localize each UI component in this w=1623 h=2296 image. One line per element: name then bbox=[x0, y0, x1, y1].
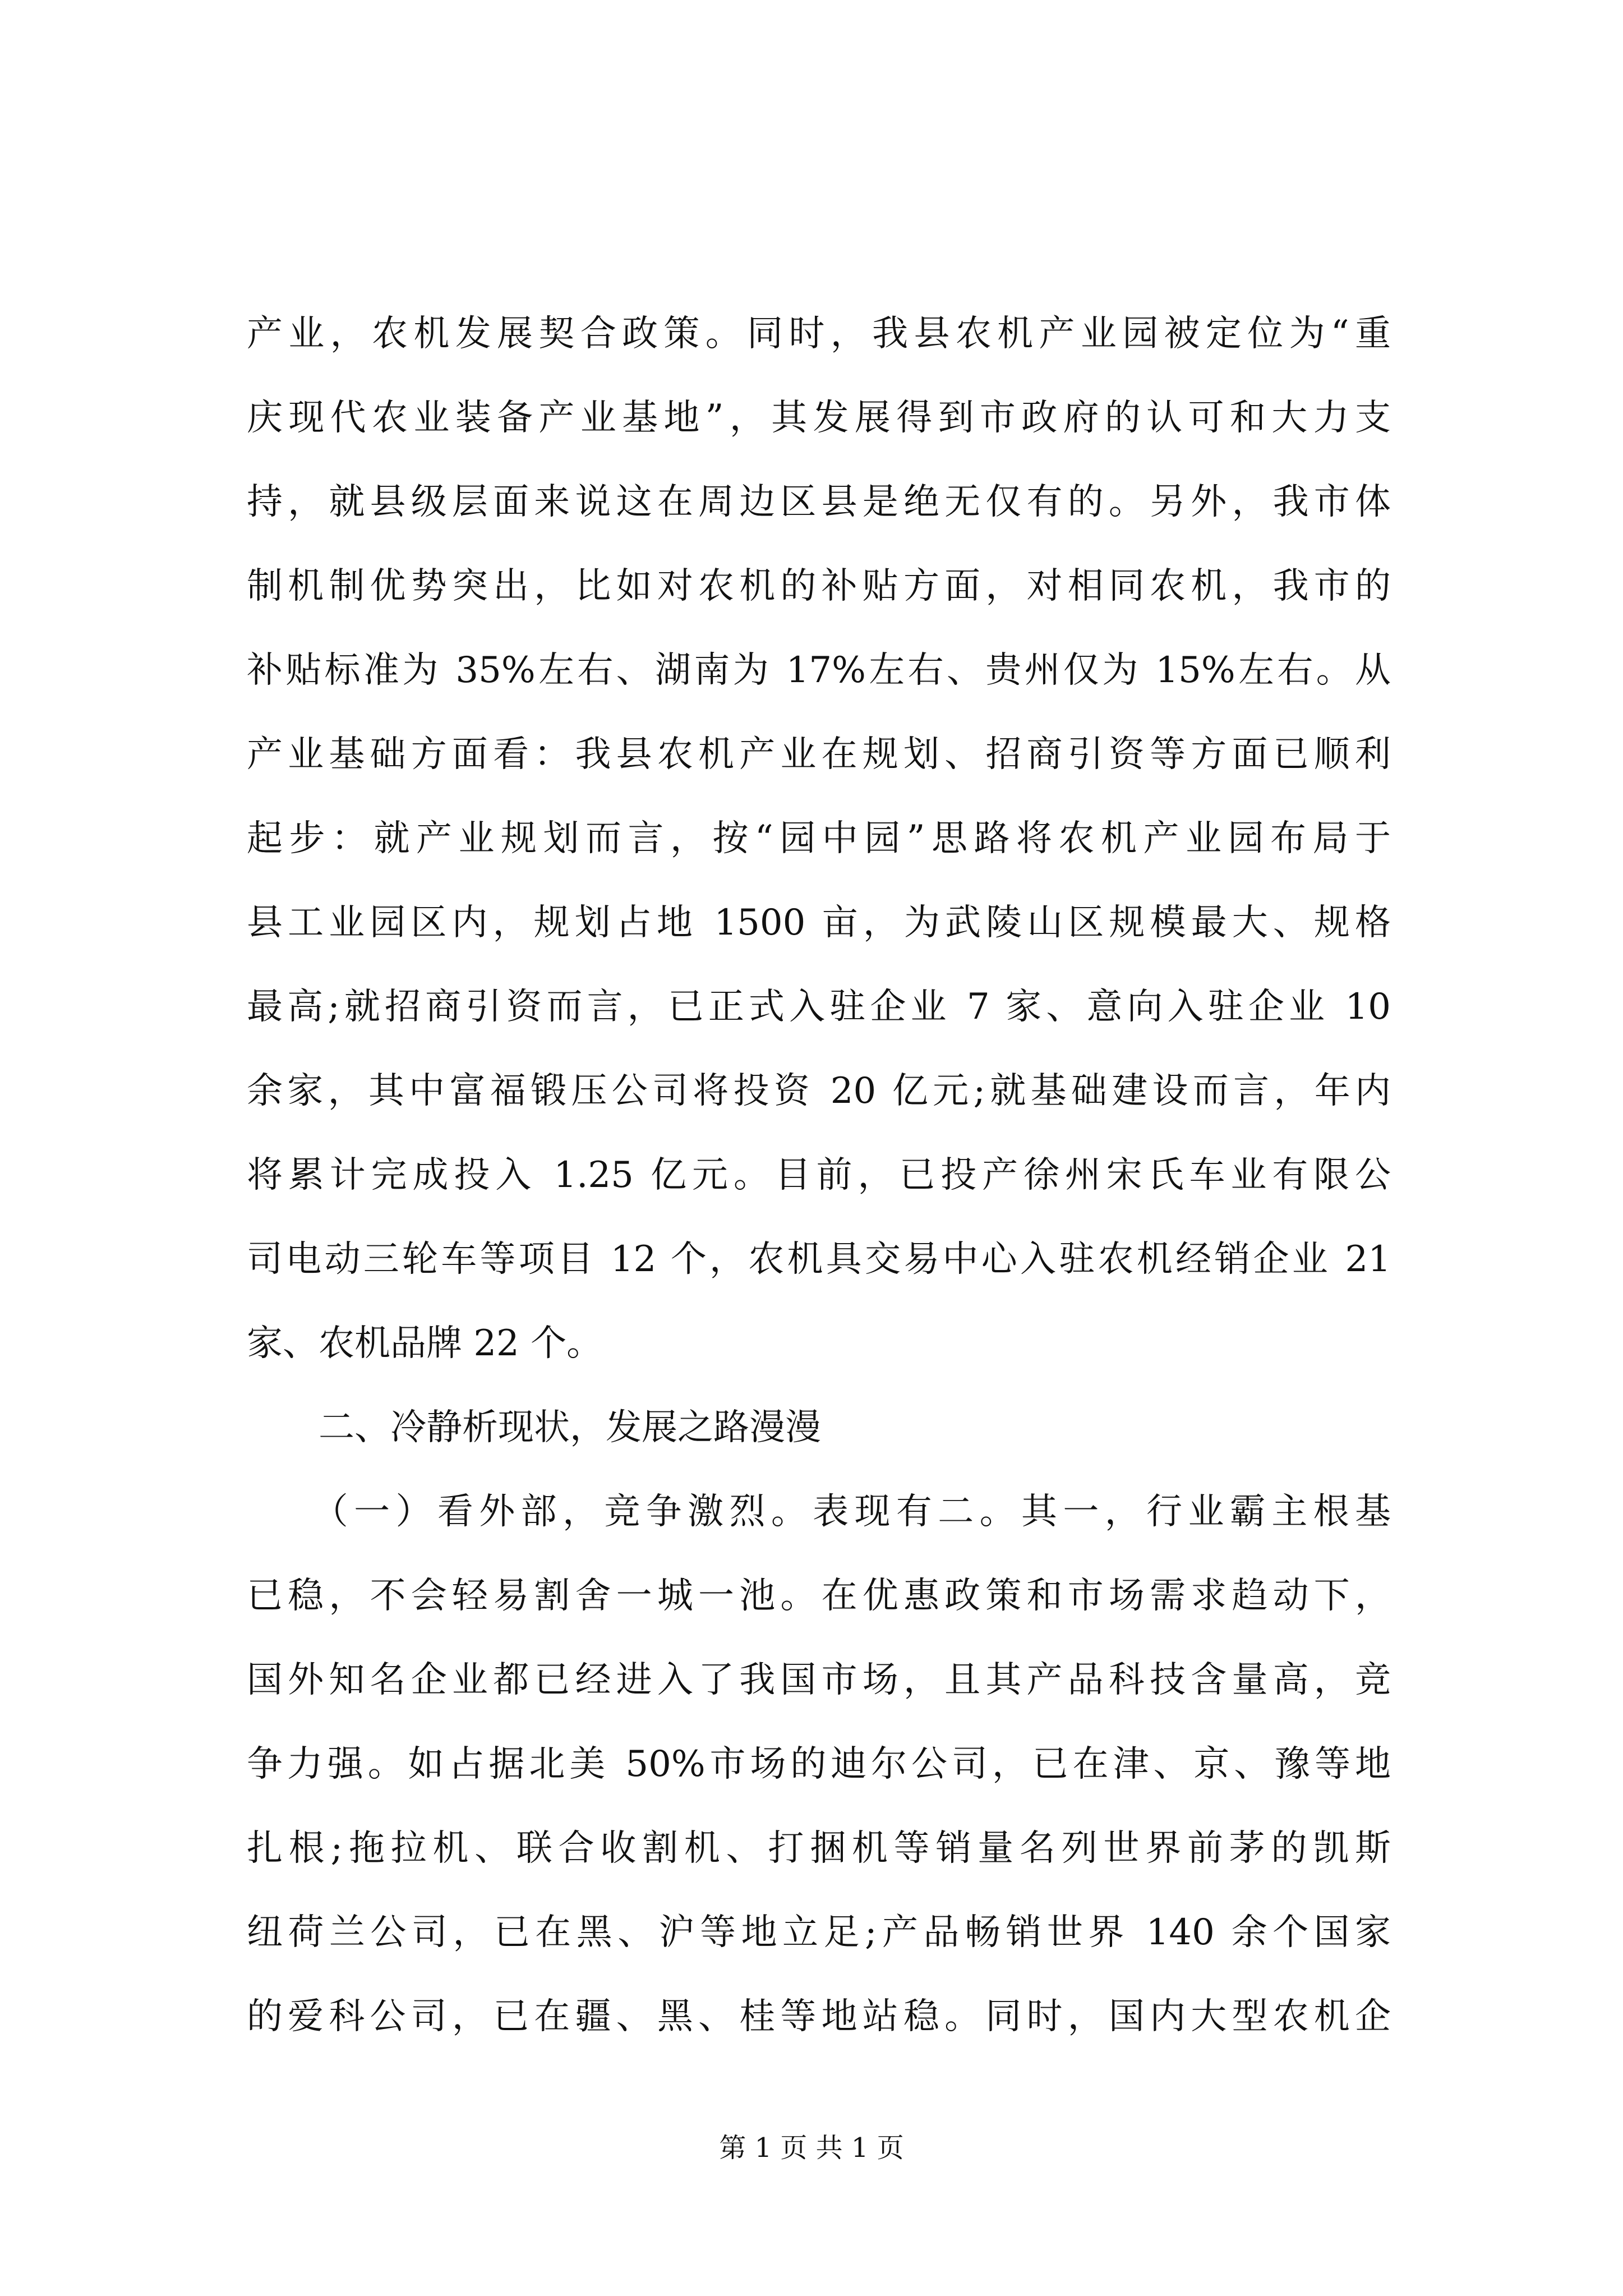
text-line: 司电动三轮车等项目 12 个，农机具交易中心入驻农机经销企业 21 bbox=[247, 1239, 1391, 1280]
text-line: 庆现代农业装备产业基地”，其发展得到市政府的认可和大力支 bbox=[247, 397, 1391, 439]
text-line: 制机制优势突出，比如对农机的补贴方面，对相同农机，我市的 bbox=[247, 565, 1391, 607]
text-line: 争力强。如占据北美 50%市场的迪尔公司，已在津、京、豫等地 bbox=[247, 1743, 1391, 1785]
text-line: 将累计完成投入 1.25 亿元。目前，已投产徐州宋氏车业有限公 bbox=[247, 1154, 1391, 1196]
text-line: 补贴标准为 35%左右、湖南为 17%左右、贵州仅为 15%左右。从 bbox=[247, 650, 1391, 691]
text-line: 余家，其中富福锻压公司将投资 20 亿元;就基础建设而言，年内 bbox=[247, 1070, 1391, 1112]
document-body bbox=[247, 292, 1391, 2059]
text-line: 的爱科公司，已在疆、黑、桂等地站稳。同时，国内大型农机企 bbox=[247, 1996, 1391, 2037]
text-line: 国外知名企业都已经进入了我国市场，且其产品科技含量高，竞 bbox=[247, 1659, 1391, 1701]
text-line: 产业，农机发展契合政策。同时，我县农机产业园被定位为“重 bbox=[247, 313, 1391, 355]
text-line: （一）看外部，竞争激烈。表现有二。其一，行业霸主根基 bbox=[247, 1491, 1391, 1533]
text-line: 最高;就招商引资而言，已正式入驻企业 7 家、意向入驻企业 10 bbox=[247, 986, 1391, 1028]
section-heading: 二、冷静析现状，发展之路漫漫 bbox=[247, 1407, 821, 1448]
text-line: 产业基础方面看：我县农机产业在规划、招商引资等方面已顺利 bbox=[247, 734, 1391, 775]
text-line: 扎根;拖拉机、联合收割机、打捆机等销量名列世界前茅的凯斯 bbox=[247, 1828, 1391, 1869]
text-line: 纽荷兰公司，已在黑、沪等地立足;产品畅销世界 140 余个国家 bbox=[247, 1912, 1391, 1953]
page-number: 第 1 页 共 1 页 bbox=[719, 2132, 904, 2164]
text-line: 已稳，不会轻易割舍一城一池。在优惠政策和市场需求趋动下， bbox=[247, 1575, 1391, 1617]
text-line: 持，就县级层面来说这在周边区县是绝无仅有的。另外，我市体 bbox=[247, 481, 1391, 523]
text-line: 起步：就产业规划而言，按“园中园”思路将农机产业园布局于 bbox=[247, 818, 1391, 859]
text-line: 县工业园区内，规划占地 1500 亩，为武陵山区规模最大、规格 bbox=[247, 902, 1391, 944]
text-line: 家、农机品牌 22 个。 bbox=[247, 1323, 603, 1364]
